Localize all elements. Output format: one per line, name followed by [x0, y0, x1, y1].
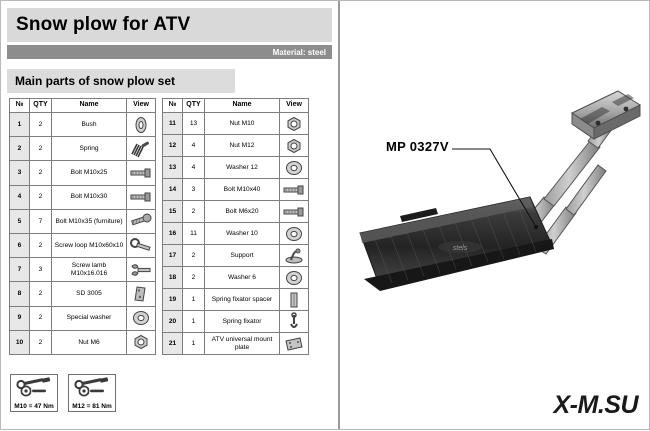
- cell-name: Bolt M6x20: [205, 201, 280, 223]
- cell-no: 9: [10, 306, 30, 330]
- cell-qty: 2: [30, 113, 52, 137]
- bolt-icon: [281, 202, 307, 222]
- snow-plow-illustration: [340, 1, 649, 431]
- table-row: [163, 311, 309, 333]
- page-title: Snow plow for ATV: [16, 14, 191, 35]
- plow-blade: [360, 197, 554, 291]
- cell-name: ATV universal mount plate: [205, 333, 280, 355]
- cell-no: 12: [163, 135, 183, 157]
- cell-no: 15: [163, 201, 183, 223]
- parts-table-left: [9, 98, 156, 355]
- nut-icon: [281, 114, 307, 134]
- table-row: [163, 245, 309, 267]
- cell-view: [127, 185, 156, 209]
- table-row: [10, 233, 156, 257]
- cell-no: 7: [10, 258, 30, 282]
- cell-qty: 2: [30, 330, 52, 354]
- table-row: [163, 289, 309, 311]
- cell-view: [280, 245, 309, 267]
- table-row: [163, 113, 309, 135]
- spring-icon: [128, 139, 154, 159]
- cell-view: [280, 289, 309, 311]
- cell-no: 21: [163, 333, 183, 355]
- cell-view: [127, 330, 156, 354]
- cell-qty: 13: [183, 113, 205, 135]
- cell-name: Nut M10: [205, 113, 280, 135]
- table-row: [163, 223, 309, 245]
- col-no: №: [10, 99, 30, 113]
- table-row: [10, 185, 156, 209]
- cell-name: Support: [205, 245, 280, 267]
- cell-qty: 11: [183, 223, 205, 245]
- torque-label-m10: M10 = 47 Nm: [14, 403, 54, 410]
- col-no: №: [163, 99, 183, 113]
- cell-view: [127, 258, 156, 282]
- cell-no: 1: [10, 113, 30, 137]
- cell-qty: 7: [30, 209, 52, 233]
- washer-icon: [281, 268, 307, 288]
- cell-view: [280, 333, 309, 355]
- cell-no: 4: [10, 185, 30, 209]
- watermark: X-M.SU: [553, 391, 638, 419]
- torque-wrench-icon: [70, 377, 114, 397]
- carriage-bolt-icon: [128, 211, 154, 231]
- cell-view: [127, 161, 156, 185]
- cell-qty: 1: [183, 311, 205, 333]
- cell-view: [127, 282, 156, 306]
- bolt-icon: [128, 163, 154, 183]
- table-row: [163, 201, 309, 223]
- cell-qty: 1: [183, 333, 205, 355]
- cell-no: 14: [163, 179, 183, 201]
- plate-icon: [128, 284, 154, 304]
- cell-qty: 1: [183, 289, 205, 311]
- cell-name: Spring fixator spacer: [205, 289, 280, 311]
- col-qty: QTY: [30, 99, 52, 113]
- table-row: [10, 113, 156, 137]
- table-row: [10, 258, 156, 282]
- cell-view: [127, 233, 156, 257]
- cell-no: 16: [163, 223, 183, 245]
- parts-tables: [9, 98, 309, 355]
- cell-view: [127, 306, 156, 330]
- table-header-row: [163, 99, 309, 113]
- left-panel: [1, 1, 340, 429]
- cell-no: 13: [163, 157, 183, 179]
- cell-qty: 3: [30, 258, 52, 282]
- cell-view: [280, 311, 309, 333]
- title-bar: [7, 8, 332, 42]
- table-row: [163, 333, 309, 355]
- cell-qty: 2: [183, 245, 205, 267]
- cell-name: Bolt M10x40: [205, 179, 280, 201]
- torque-box-m10: [10, 374, 58, 412]
- col-name: Name: [205, 99, 280, 113]
- cell-qty: 2: [30, 137, 52, 161]
- cell-view: [280, 201, 309, 223]
- bolt-icon: [128, 187, 154, 207]
- cell-name: Washer 6: [205, 267, 280, 289]
- torque-box-m12: [68, 374, 116, 412]
- cell-no: 5: [10, 209, 30, 233]
- cell-view: [127, 113, 156, 137]
- cell-qty: 2: [30, 306, 52, 330]
- mount-plate-icon: [281, 334, 307, 354]
- table-row: [10, 209, 156, 233]
- table-row: [163, 267, 309, 289]
- cell-no: 2: [10, 137, 30, 161]
- cell-view: [127, 209, 156, 233]
- cell-name: Bolt M10x25: [52, 161, 127, 185]
- cell-name: SD 3005: [52, 282, 127, 306]
- diagram-panel: [340, 1, 649, 429]
- cell-view: [280, 113, 309, 135]
- cell-name: Spring fixator: [205, 311, 280, 333]
- nut-icon: [281, 136, 307, 156]
- col-name: Name: [52, 99, 127, 113]
- cell-no: 10: [10, 330, 30, 354]
- cell-name: Spring: [52, 137, 127, 161]
- cell-view: [127, 137, 156, 161]
- torque-label-m12: M12 = 81 Nm: [72, 403, 112, 410]
- cell-name: Screw lamb M10x16.016: [52, 258, 127, 282]
- cell-name: Nut M6: [52, 330, 127, 354]
- fixator-icon: [281, 312, 307, 332]
- cell-view: [280, 179, 309, 201]
- table-row: [10, 137, 156, 161]
- material-label: Material: steel: [272, 47, 326, 57]
- cell-name: Washer 12: [205, 157, 280, 179]
- cell-view: [280, 223, 309, 245]
- cell-no: 11: [163, 113, 183, 135]
- cell-qty: 2: [183, 201, 205, 223]
- bush-icon: [128, 115, 154, 135]
- cell-no: 18: [163, 267, 183, 289]
- cell-name: Bolt M10x35 (furniture): [52, 209, 127, 233]
- nut-icon: [128, 332, 154, 352]
- table-row: [10, 282, 156, 306]
- cell-no: 8: [10, 282, 30, 306]
- table-header-row: [10, 99, 156, 113]
- col-qty: QTY: [183, 99, 205, 113]
- washer-icon: [281, 224, 307, 244]
- cell-qty: 2: [30, 185, 52, 209]
- spacer-icon: [281, 290, 307, 310]
- support-icon: [281, 246, 307, 266]
- bolt-icon: [281, 180, 307, 200]
- table-row: [163, 179, 309, 201]
- cell-name: Nut M12: [205, 135, 280, 157]
- cell-qty: 4: [183, 157, 205, 179]
- cell-no: 3: [10, 161, 30, 185]
- table-row: [10, 330, 156, 354]
- table-row: [163, 157, 309, 179]
- cell-view: [280, 267, 309, 289]
- cell-name: Bolt M10x30: [52, 185, 127, 209]
- washer-icon: [281, 158, 307, 178]
- table-row: [10, 306, 156, 330]
- cell-qty: 4: [183, 135, 205, 157]
- section-title: Main parts of snow plow set: [15, 74, 176, 88]
- cell-no: 19: [163, 289, 183, 311]
- parts-table-right: [162, 98, 309, 355]
- cell-qty: 3: [183, 179, 205, 201]
- cell-view: [280, 157, 309, 179]
- table-row: [10, 161, 156, 185]
- col-view: View: [127, 99, 156, 113]
- cell-name: Special washer: [52, 306, 127, 330]
- wing-screw-icon: [128, 260, 154, 280]
- cell-qty: 2: [30, 233, 52, 257]
- washer-icon: [128, 308, 154, 328]
- svg-text:stels: stels: [452, 245, 468, 252]
- material-bar: [7, 45, 332, 59]
- cell-qty: 2: [30, 282, 52, 306]
- cell-no: 17: [163, 245, 183, 267]
- cell-name: Washer 10: [205, 223, 280, 245]
- cell-qty: 2: [30, 161, 52, 185]
- eye-screw-icon: [128, 236, 154, 256]
- torque-specs: [10, 374, 116, 412]
- cell-view: [280, 135, 309, 157]
- torque-wrench-icon: [12, 377, 56, 397]
- section-bar: [7, 69, 235, 93]
- mount-plate: [572, 91, 640, 139]
- table-row: [163, 135, 309, 157]
- cell-no: 20: [163, 311, 183, 333]
- cell-no: 6: [10, 233, 30, 257]
- cell-name: Bush: [52, 113, 127, 137]
- cell-qty: 2: [183, 267, 205, 289]
- callout-label: MP 0327V: [386, 139, 449, 154]
- col-view: View: [280, 99, 309, 113]
- cell-name: Screw loop M10x60x10: [52, 233, 127, 257]
